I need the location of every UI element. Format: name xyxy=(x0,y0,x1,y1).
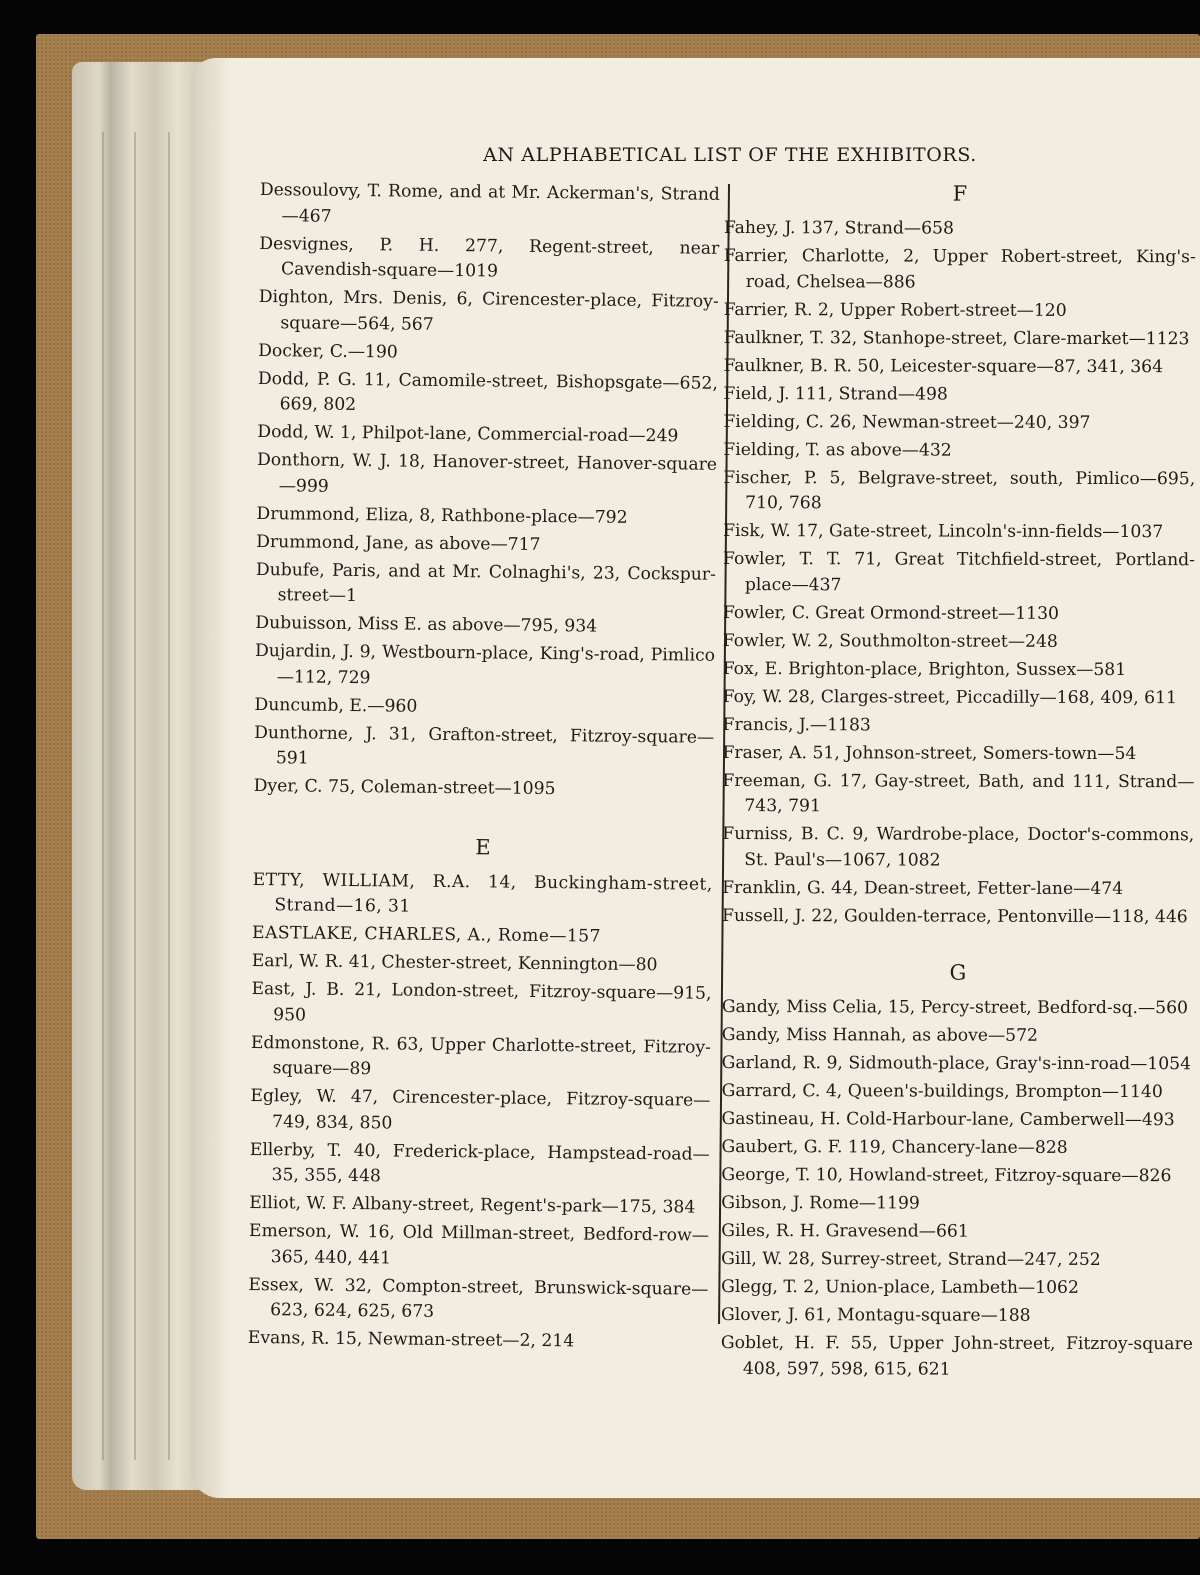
list-entry: Foy, W. 28, Clarges-street, Piccadilly—168, 409, 611 xyxy=(722,686,1177,708)
list-entry: Donthorn, W. J. 18, Hanover-street, Hanover-square —999 xyxy=(256,449,718,497)
list-entry: Dyer, C. 75, Coleman-street—1095 xyxy=(253,775,556,800)
list-entry: Fowler, W. 2, Southmolton-street—248 xyxy=(722,630,1058,652)
list-entry: Drummond, Jane, as above—717 xyxy=(256,531,541,555)
page-heading: AN ALPHABETICAL LIST OF THE EXHIBITORS. xyxy=(483,144,977,166)
list-entry: Franklin, G. 44, Dean-street, Fetter-lane—474 xyxy=(722,877,1124,899)
list-entry: Farrier, R. 2, Upper Robert-street—120 xyxy=(723,299,1067,321)
section-letter-f: F xyxy=(952,181,968,206)
list-entry: Egley, W. 47, Cirencester-place, Fitzroy-square—749, 834, 850 xyxy=(250,1085,711,1133)
list-entry: Ellerby, T. 40, Frederick-place, Hampstead-road—35, 355, 448 xyxy=(249,1139,710,1187)
list-entry: Fowler, T. T. 71, Great Titchfield-street, Portland-place—437 xyxy=(722,548,1196,595)
list-entry: Dodd, W. 1, Philpot-lane, Commercial-road—249 xyxy=(257,421,679,447)
list-entry: Glover, J. 61, Montagu-square—188 xyxy=(720,1304,1031,1326)
list-entry: Earl, W. R. 41, Chester-street, Kennington—80 xyxy=(251,950,658,976)
list-entry: Emerson, W. 16, Old Millman-street, Bedford-row— 365, 440, 441 xyxy=(248,1220,710,1268)
list-entry: Fisk, W. 17, Gate-street, Lincoln's-inn-fields—1037 xyxy=(723,520,1164,543)
list-entry: Fielding, T. as above—432 xyxy=(723,439,952,461)
list-entry: Gaubert, G. F. 119, Chancery-lane—828 xyxy=(721,1136,1068,1158)
page-edge-line xyxy=(102,132,104,1460)
list-entry: ETTY, WILLIAM, R.A. 14, Buckingham-street, Strand—16, 31 xyxy=(252,869,713,917)
list-entry: Dujardin, J. 9, Westbourn-place, King's-road, Pimlico —112, 729 xyxy=(254,640,716,688)
list-entry: Gandy, Miss Celia, 15, Percy-street, Bedford-sq.—560 xyxy=(721,996,1189,1019)
list-entry: Francis, J.—1183 xyxy=(722,714,871,735)
list-entry: Drummond, Eliza, 8, Rathbone-place—792 xyxy=(256,503,628,528)
list-entry: East, J. B. 21, London-street, Fitzroy-square—915, 950 xyxy=(251,978,712,1026)
list-entry: Dessoulovy, T. Rome, and at Mr. Ackerman's, Strand —467 xyxy=(259,179,720,227)
list-entry: Goblet, H. F. 55, Upper John-street, Fitzroy-square 408, 597, 598, 615, 621 xyxy=(720,1332,1193,1380)
list-entry: Glegg, T. 2, Union-place, Lambeth—1062 xyxy=(721,1276,1079,1298)
list-entry: Fraser, A. 51, Johnson-street, Somers-town—54 xyxy=(722,742,1137,764)
list-entry: Freeman, G. 17, Gay-street, Bath, and 111, Strand— 743, 791 xyxy=(722,770,1195,817)
list-entry: Garland, R. 9, Sidmouth-place, Gray's-inn-road—1054 xyxy=(721,1052,1192,1075)
list-entry: Fischer, P. 5, Belgrave-street, south, Pimlico—695, 710, 768 xyxy=(723,467,1196,514)
list-entry: Docker, C.—190 xyxy=(258,340,398,362)
list-entry: Furniss, B. C. 9, Wardrobe-place, Doctor's-commons, St. Paul's—1067, 1082 xyxy=(722,823,1195,871)
list-entry: Garrard, C. 4, Queen's-buildings, Brompton—1140 xyxy=(721,1080,1163,1103)
list-entry: Fielding, C. 26, Newman-street—240, 397 xyxy=(723,411,1091,433)
list-entry: Elliot, W. F. Albany-street, Regent's-park—175, 384 xyxy=(249,1192,696,1218)
list-entry: Dunthorne, J. 31, Grafton-street, Fitzroy-square—591 xyxy=(254,722,715,769)
list-entry: Edmonstone, R. 63, Upper Charlotte-street, Fitzroy-square—89 xyxy=(250,1032,712,1080)
list-entry: Gandy, Miss Hannah, as above—572 xyxy=(721,1024,1039,1046)
list-entry: Dubufe, Paris, and at Mr. Colnaghi's, 23, Cockspur-street—1 xyxy=(255,559,716,607)
book-page xyxy=(190,58,1200,1498)
list-entry: Essex, W. 32, Compton-street, Brunswick-square— 623, 624, 625, 673 xyxy=(248,1274,709,1322)
list-entry: Dodd, P. G. 11, Camomile-street, Bishopsgate—652, 669, 802 xyxy=(257,368,718,416)
list-entry: Fahey, J. 137, Strand—658 xyxy=(723,217,954,239)
list-entry: George, T. 10, Howland-street, Fitzroy-square—826 xyxy=(721,1164,1172,1187)
section-letter-g: G xyxy=(949,960,967,985)
page-edge-line xyxy=(168,132,170,1460)
list-entry: Gibson, J. Rome—1199 xyxy=(721,1192,920,1214)
list-entry: Faulkner, T. 32, Stanhope-street, Clare-market—1123 xyxy=(723,327,1190,349)
list-entry: Dubuisson, Miss E. as above—795, 934 xyxy=(255,612,598,637)
list-entry: Gill, W. 28, Surrey-street, Strand—247, 252 xyxy=(721,1248,1101,1270)
list-entry: Field, J. 111, Strand—498 xyxy=(723,383,948,405)
list-entry: Gastineau, H. Cold-Harbour-lane, Camberwell—493 xyxy=(721,1108,1175,1131)
list-entry: Farrier, Charlotte, 2, Upper Robert-street, King's-road, Chelsea—886 xyxy=(723,245,1196,293)
page-edge-line xyxy=(134,132,136,1460)
list-entry: Desvignes, P. H. 277, Regent-street, near Cavendish-square—1019 xyxy=(259,233,720,282)
list-entry: EASTLAKE, CHARLES, A., Rome—157 xyxy=(251,922,602,947)
list-entry: Dighton, Mrs. Denis, 6, Cirencester-place, Fitzroy-square—564, 567 xyxy=(258,286,719,335)
list-entry: Faulkner, B. R. 50, Leicester-square—87, 341, 364 xyxy=(723,355,1164,377)
list-entry: Fox, E. Brighton-place, Brighton, Sussex—581 xyxy=(722,658,1127,680)
list-entry: Fowler, C. Great Ormond-street—1130 xyxy=(722,602,1060,624)
right-column xyxy=(721,178,1196,1386)
list-entry: Giles, R. H. Gravesend—661 xyxy=(721,1220,969,1242)
list-entry: Fussell, J. 22, Goulden-terrace, Pentonville—118, 446 xyxy=(722,905,1188,927)
left-column xyxy=(248,178,720,1359)
list-entry: Evans, R. 15, Newman-street—2, 214 xyxy=(247,1327,575,1352)
list-entry: Duncumb, E.—960 xyxy=(254,694,418,717)
section-letter-e: E xyxy=(475,834,491,859)
